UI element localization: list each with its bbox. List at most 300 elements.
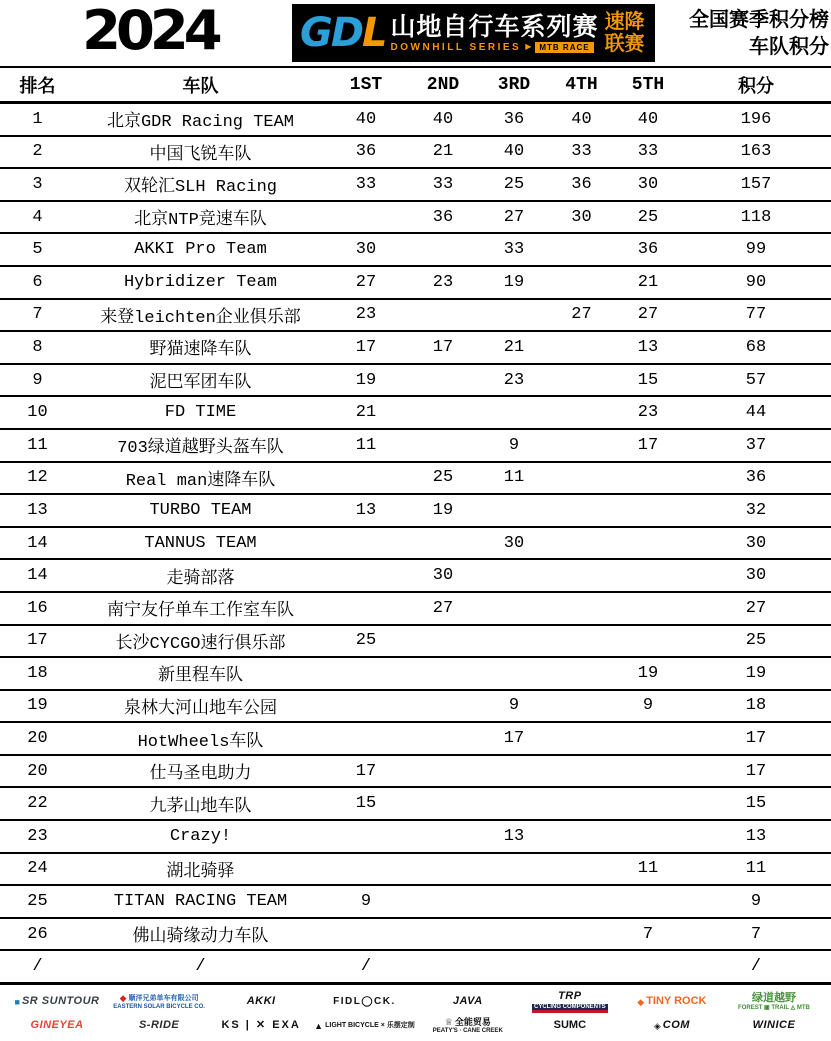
cell-rank: 20 <box>27 761 48 781</box>
cell-rank: 25 <box>27 892 48 912</box>
cell-round1: 19 <box>355 370 377 390</box>
cell-round3 <box>480 885 548 918</box>
table-row <box>0 690 831 723</box>
cell-rank: 20 <box>27 729 48 749</box>
banner-year: 2024 <box>82 0 218 62</box>
cell-round1: 21 <box>355 403 377 423</box>
table-row <box>0 755 831 788</box>
eastern-solar-icon: ◆ <box>119 992 127 1003</box>
cell-round4 <box>548 755 615 788</box>
table-row <box>0 233 831 266</box>
table-row <box>0 559 831 592</box>
cell-total: 37 <box>745 435 767 455</box>
cell-team: 双轮汇SLH Racing <box>123 178 278 198</box>
sponsor-label-sr-suntour: SR SUNTOUR <box>21 995 100 1008</box>
cell-round3: 23 <box>503 370 525 390</box>
series-title-block <box>391 14 599 53</box>
cell-round2 <box>406 364 480 397</box>
cell-rank: 7 <box>32 305 43 325</box>
cell-round4 <box>548 364 615 397</box>
sponsor-logo-light-bicycle <box>314 1022 415 1031</box>
series-logo-box <box>292 4 655 62</box>
sponsor-label-trp: TRP <box>558 990 582 1003</box>
cell-total: 57 <box>745 370 767 390</box>
table-row <box>0 625 831 658</box>
col-header-2nd: 2ND <box>426 74 460 95</box>
col-header-4th: 4TH <box>565 74 598 95</box>
cell-rank: 3 <box>32 174 43 194</box>
cell-round4 <box>548 233 615 266</box>
table-row <box>0 527 831 560</box>
cell-total: 19 <box>745 663 767 683</box>
sponsor-label-lvdao-yueye: 绿道越野 <box>751 991 796 1004</box>
cell-total: 36 <box>745 468 767 488</box>
cell-round5 <box>615 885 681 918</box>
cell-team: 南宁友仔单车工作室车队 <box>107 602 294 622</box>
cell-team: 泉林大河山地车公园 <box>124 699 277 719</box>
cell-round2 <box>406 853 480 886</box>
sponsor-logo-akki <box>247 996 276 1008</box>
cell-round3 <box>480 853 548 886</box>
cell-team: Real man速降车队 <box>125 471 276 491</box>
cell-round4 <box>548 266 615 299</box>
cell-team: Hybridizer Team <box>123 272 278 292</box>
table-row <box>0 462 831 495</box>
cell-team: 新里程车队 <box>158 667 243 687</box>
cell-round1: 17 <box>355 761 377 781</box>
cell-team: 佛山骑缘动力车队 <box>132 928 269 948</box>
cell-round1 <box>326 657 406 690</box>
cell-team: 来登leichten企业俱乐部 <box>100 308 301 328</box>
cell-round4 <box>548 657 615 690</box>
table-row <box>0 853 831 886</box>
col-header-5th: 5TH <box>631 74 665 95</box>
cell-round3 <box>480 657 548 690</box>
cell-round3 <box>480 950 548 983</box>
cell-round5: 11 <box>637 859 659 879</box>
cell-round2 <box>406 429 480 462</box>
table-row <box>0 168 831 201</box>
sponsor-label-light-bicycle: LIGHT BICYCLE × 乐摆定制 <box>325 1022 415 1030</box>
col-header-team: 车队 <box>182 77 219 98</box>
cell-round1: 13 <box>355 500 377 520</box>
cell-round3 <box>480 918 548 951</box>
cell-round1 <box>326 462 406 495</box>
cell-round3 <box>480 787 548 820</box>
gdl-letter-l: L <box>362 10 386 56</box>
cell-round5 <box>615 494 681 527</box>
cell-total: 25 <box>745 631 767 651</box>
cell-round1 <box>326 592 406 625</box>
series-subtitle-en: DOWNHILL SERIES <box>390 41 522 53</box>
cell-rank: 10 <box>27 403 48 423</box>
cell-round2 <box>406 885 480 918</box>
cell-round5: 36 <box>637 240 659 260</box>
sponsor-logo-fidlock <box>333 997 396 1008</box>
cell-round5 <box>615 592 681 625</box>
cell-round1: 33 <box>355 174 377 194</box>
cell-round4 <box>548 527 615 560</box>
cell-round1 <box>326 918 406 951</box>
table-row <box>0 787 831 820</box>
cell-round1: 9 <box>360 892 372 912</box>
cell-round4 <box>548 559 615 592</box>
cell-round4 <box>548 885 615 918</box>
sponsor-label-tiny-rock: TINY ROCK <box>646 995 707 1008</box>
sponsor-sublabel-lvdao-yueye: FOREST ▣ TRAIL ◬ MTB <box>738 1005 810 1012</box>
cell-round4 <box>548 625 615 658</box>
cell-total: 118 <box>740 207 772 227</box>
season-title-line1: 全国赛季积分榜 <box>689 9 829 31</box>
sponsor-logo-gineyea <box>31 1020 84 1032</box>
cell-round5: 40 <box>637 109 659 129</box>
sponsor-sublabel-peatys-canecreek: PEATY'S · CANE CREEK <box>432 1028 503 1035</box>
cell-team: 湖北骑驿 <box>166 862 235 882</box>
tiny-rock-icon: ◆ <box>637 996 645 1007</box>
sponsor-sublabel-eastern-solar: EASTERN SOLAR BICYCLE CO. <box>113 1003 205 1010</box>
cell-round3: 25 <box>503 174 525 194</box>
table-row <box>0 592 831 625</box>
arrow-right-icon: ▶ <box>525 42 532 51</box>
table-row <box>0 885 831 918</box>
cell-round2: 23 <box>432 272 454 292</box>
cell-team: FD TIME <box>164 403 237 423</box>
cell-rank: 24 <box>27 859 48 879</box>
cell-round2 <box>406 625 480 658</box>
sponsor-label-gineyea: GINEYEA <box>30 1019 84 1032</box>
cell-round2 <box>406 299 480 332</box>
cell-round1 <box>326 722 406 755</box>
cell-round3 <box>480 559 548 592</box>
cell-round4 <box>548 787 615 820</box>
cell-round5 <box>615 787 681 820</box>
cell-round2: 25 <box>432 468 454 488</box>
cell-team: 九茅山地车队 <box>149 797 252 817</box>
cell-round3: 21 <box>503 337 525 357</box>
col-header-points: 积分 <box>738 77 774 98</box>
cell-team: 北京NTP竞速车队 <box>134 211 267 231</box>
cell-round2 <box>406 233 480 266</box>
cell-round3 <box>480 625 548 658</box>
sponsor-logo-lvdao-yueye <box>738 993 810 1012</box>
gdl-logo <box>300 10 386 56</box>
cell-team: 泥巴军团车队 <box>149 374 252 394</box>
cell-round5: 7 <box>642 924 654 944</box>
table-row <box>0 299 831 332</box>
sponsor-label-ks-exa: KS | ✕ EXA <box>221 1019 301 1032</box>
cell-round2: 40 <box>432 109 454 129</box>
sponsor-sublabel-trp: CYCLING COMPONENTS <box>532 1004 608 1013</box>
cell-round4 <box>548 592 615 625</box>
cell-total: 44 <box>745 403 767 423</box>
cell-round2: 30 <box>432 566 454 586</box>
cell-rank: 6 <box>32 272 43 292</box>
cell-rank: 16 <box>27 598 48 618</box>
standings-table <box>0 66 831 985</box>
cell-round1: 17 <box>355 337 377 357</box>
sponsor-label-fidlock: FIDL◯CK. <box>333 995 396 1007</box>
cell-team: 仕马圣电助力 <box>149 765 252 785</box>
cell-round5 <box>615 462 681 495</box>
cell-round1: 15 <box>355 794 377 814</box>
light-bicycle-icon: ▲ <box>314 1020 324 1031</box>
col-header-3rd: 3RD <box>497 74 531 95</box>
com-icon: ◈ <box>653 1020 661 1031</box>
cell-round1: 23 <box>355 305 377 325</box>
cell-rank: / <box>32 957 43 977</box>
cell-rank: 23 <box>27 826 48 846</box>
cell-round1 <box>326 527 406 560</box>
table-row <box>0 494 831 527</box>
cell-team: 中国飞锐车队 <box>149 145 252 165</box>
cell-round1: 11 <box>355 435 377 455</box>
cell-round1: 25 <box>355 631 377 651</box>
cell-round5: 13 <box>637 337 659 357</box>
downhill-league-label <box>605 11 645 55</box>
cell-round4 <box>548 396 615 429</box>
cell-round2: 33 <box>432 174 454 194</box>
cell-round1: / <box>360 957 372 977</box>
cell-round5: 21 <box>637 272 659 292</box>
cell-rank: 9 <box>32 370 43 390</box>
cell-total: 32 <box>745 500 767 520</box>
sponsor-logo-tiny-rock <box>637 996 706 1008</box>
table-row <box>0 722 831 755</box>
cell-round4 <box>548 494 615 527</box>
cell-round2: 27 <box>432 598 454 618</box>
sponsors-footer <box>0 985 831 1041</box>
cell-round3: 17 <box>503 729 525 749</box>
cell-total: 9 <box>750 892 762 912</box>
cell-round2 <box>406 690 480 723</box>
cell-total: 30 <box>745 566 767 586</box>
gdl-letter-g: G <box>300 10 331 56</box>
sr-suntour-icon: ■ <box>14 996 20 1007</box>
cell-team: TANNUS TEAM <box>144 533 257 553</box>
cell-rank: 14 <box>27 566 48 586</box>
sponsor-label-akki: AKKI <box>246 995 276 1008</box>
cell-round2 <box>406 527 480 560</box>
mtb-race-badge: MTB RACE <box>535 42 593 53</box>
cell-team: 野猫速降车队 <box>149 341 252 361</box>
sponsor-logo-com <box>654 1020 690 1032</box>
cell-round3: 9 <box>508 696 520 716</box>
cell-round3 <box>480 755 548 788</box>
cell-round2 <box>406 755 480 788</box>
sponsor-logo-ks-exa <box>221 1020 300 1032</box>
cell-round2 <box>406 918 480 951</box>
cell-team: HotWheels车队 <box>137 732 264 752</box>
cell-round3: 33 <box>503 240 525 260</box>
cell-rank: 4 <box>32 207 43 227</box>
cell-round4 <box>548 820 615 853</box>
cell-team: 703绿道越野头盔车队 <box>117 439 284 459</box>
cell-round4: 33 <box>571 142 592 162</box>
table-row <box>0 657 831 690</box>
cell-round1 <box>326 559 406 592</box>
cell-round3: 27 <box>503 207 525 227</box>
table-row <box>0 364 831 397</box>
header-banner <box>0 0 831 66</box>
cell-total: 196 <box>740 109 772 129</box>
cell-total: 90 <box>745 272 767 292</box>
cell-total: 77 <box>745 305 767 325</box>
col-header-1st: 1ST <box>349 74 383 95</box>
cell-round3: 19 <box>503 272 525 292</box>
sponsor-label-sumc: SUMC <box>553 1019 587 1032</box>
cell-round3 <box>480 396 548 429</box>
cell-round5 <box>615 820 681 853</box>
cell-total: 17 <box>745 729 767 749</box>
cell-round3 <box>480 494 548 527</box>
cell-rank: 5 <box>32 240 43 260</box>
cell-round1 <box>326 690 406 723</box>
sponsor-logo-winice <box>753 1020 796 1032</box>
table-row <box>0 950 831 983</box>
cell-round5: 33 <box>637 142 659 162</box>
table-row <box>0 820 831 853</box>
cell-total: 15 <box>745 794 767 814</box>
cell-round4 <box>548 853 615 886</box>
cell-round5: 15 <box>637 370 659 390</box>
cell-round5 <box>615 950 681 983</box>
peatys-canecreek-icon: ♕ <box>444 1016 453 1027</box>
cell-team: TURBO TEAM <box>149 500 252 520</box>
sponsor-label-peatys-canecreek: 全能贸易 <box>454 1016 491 1027</box>
league-line2: 联赛 <box>604 33 645 55</box>
cell-round1 <box>326 820 406 853</box>
cell-total: 157 <box>740 174 772 194</box>
sponsor-label-winice: WINICE <box>752 1019 796 1032</box>
cell-total: 68 <box>745 337 767 357</box>
cell-total: 11 <box>745 859 767 879</box>
cell-round2 <box>406 396 480 429</box>
cell-rank: 14 <box>27 533 48 553</box>
cell-round4 <box>548 690 615 723</box>
cell-round1: 27 <box>355 272 377 292</box>
sponsor-logo-eastern-solar <box>113 994 205 1010</box>
cell-rank: 2 <box>32 142 43 162</box>
cell-round3: 11 <box>503 468 525 488</box>
cell-rank: 11 <box>27 435 48 455</box>
cell-round3: 36 <box>503 109 525 129</box>
cell-round1 <box>326 201 406 234</box>
cell-team: / <box>195 957 206 977</box>
cell-total: 27 <box>745 598 767 618</box>
cell-round5 <box>615 527 681 560</box>
cell-round4: 40 <box>571 109 592 129</box>
cell-round2: 17 <box>432 337 454 357</box>
table-row <box>0 266 831 299</box>
table-row <box>0 331 831 364</box>
cell-round4 <box>548 462 615 495</box>
sponsor-logo-s-ride <box>139 1020 179 1032</box>
cell-round2 <box>406 820 480 853</box>
cell-round1 <box>326 853 406 886</box>
league-line1: 速降 <box>604 11 645 33</box>
cell-rank: 8 <box>32 337 43 357</box>
standings-body <box>0 103 831 984</box>
cell-round4 <box>548 722 615 755</box>
cell-round4 <box>548 429 615 462</box>
cell-round4: 36 <box>571 174 592 194</box>
table-row <box>0 918 831 951</box>
cell-round2: 36 <box>432 207 454 227</box>
cell-round5: 30 <box>637 174 659 194</box>
cell-round5: 9 <box>642 696 654 716</box>
season-title-line2: 车队积分 <box>749 36 829 58</box>
cell-round4 <box>548 331 615 364</box>
table-row <box>0 136 831 169</box>
cell-round4: 30 <box>571 207 592 227</box>
cell-round2 <box>406 787 480 820</box>
cell-team: AKKI Pro Team <box>134 240 267 260</box>
cell-round3: 13 <box>503 826 525 846</box>
cell-round1: 30 <box>355 240 377 260</box>
cell-round5: 25 <box>637 207 659 227</box>
col-header-rank: 排名 <box>19 77 56 98</box>
cell-rank: 18 <box>27 663 48 683</box>
cell-round1: 40 <box>355 109 377 129</box>
cell-rank: 26 <box>27 924 48 944</box>
cell-rank: 19 <box>27 696 48 716</box>
cell-rank: 13 <box>27 500 48 520</box>
cell-team: 走骑部落 <box>166 569 235 589</box>
cell-round1: 36 <box>355 142 377 162</box>
cell-round5 <box>615 625 681 658</box>
cell-round4 <box>548 950 615 983</box>
cell-round5: 23 <box>637 403 659 423</box>
sponsor-label-s-ride: S-RIDE <box>138 1019 180 1032</box>
cell-total: 99 <box>745 240 767 260</box>
cell-total: 163 <box>740 142 772 162</box>
cell-team: TITAN RACING TEAM <box>113 892 288 912</box>
cell-total: 17 <box>745 761 767 781</box>
sponsor-logo-trp <box>532 991 608 1013</box>
cell-round3 <box>480 299 548 332</box>
cell-round5 <box>615 755 681 788</box>
sponsor-label-java: JAVA <box>452 995 483 1008</box>
cell-total: 18 <box>745 696 767 716</box>
cell-round4 <box>548 918 615 951</box>
cell-total: 13 <box>745 826 767 846</box>
season-title <box>689 7 829 61</box>
cell-rank: 1 <box>32 109 43 129</box>
cell-rank: 17 <box>27 631 48 651</box>
cell-round5 <box>615 722 681 755</box>
cell-round4: 27 <box>571 305 592 325</box>
cell-team: 北京GDR Racing TEAM <box>106 113 295 133</box>
cell-round3: 30 <box>503 533 525 553</box>
series-title-cn: 山地自行车系列赛 <box>390 12 599 41</box>
gdl-letter-d: D <box>330 10 363 56</box>
cell-round2 <box>406 657 480 690</box>
table-row <box>0 396 831 429</box>
table-row <box>0 201 831 234</box>
cell-team: 长沙CYCGO速行俱乐部 <box>115 634 286 654</box>
cell-round3: 40 <box>503 142 525 162</box>
sponsor-label-eastern-solar: 顺洋兄弟单车有限公司 <box>128 994 199 1002</box>
series-subtitle-row <box>391 42 599 53</box>
cell-round5 <box>615 559 681 592</box>
cell-round2: 21 <box>432 142 454 162</box>
table-row <box>0 429 831 462</box>
cell-total: 30 <box>745 533 767 553</box>
cell-team: Crazy! <box>169 826 232 846</box>
cell-round3 <box>480 592 548 625</box>
sponsor-label-com: COM <box>662 1019 690 1032</box>
cell-round3: 9 <box>508 435 520 455</box>
